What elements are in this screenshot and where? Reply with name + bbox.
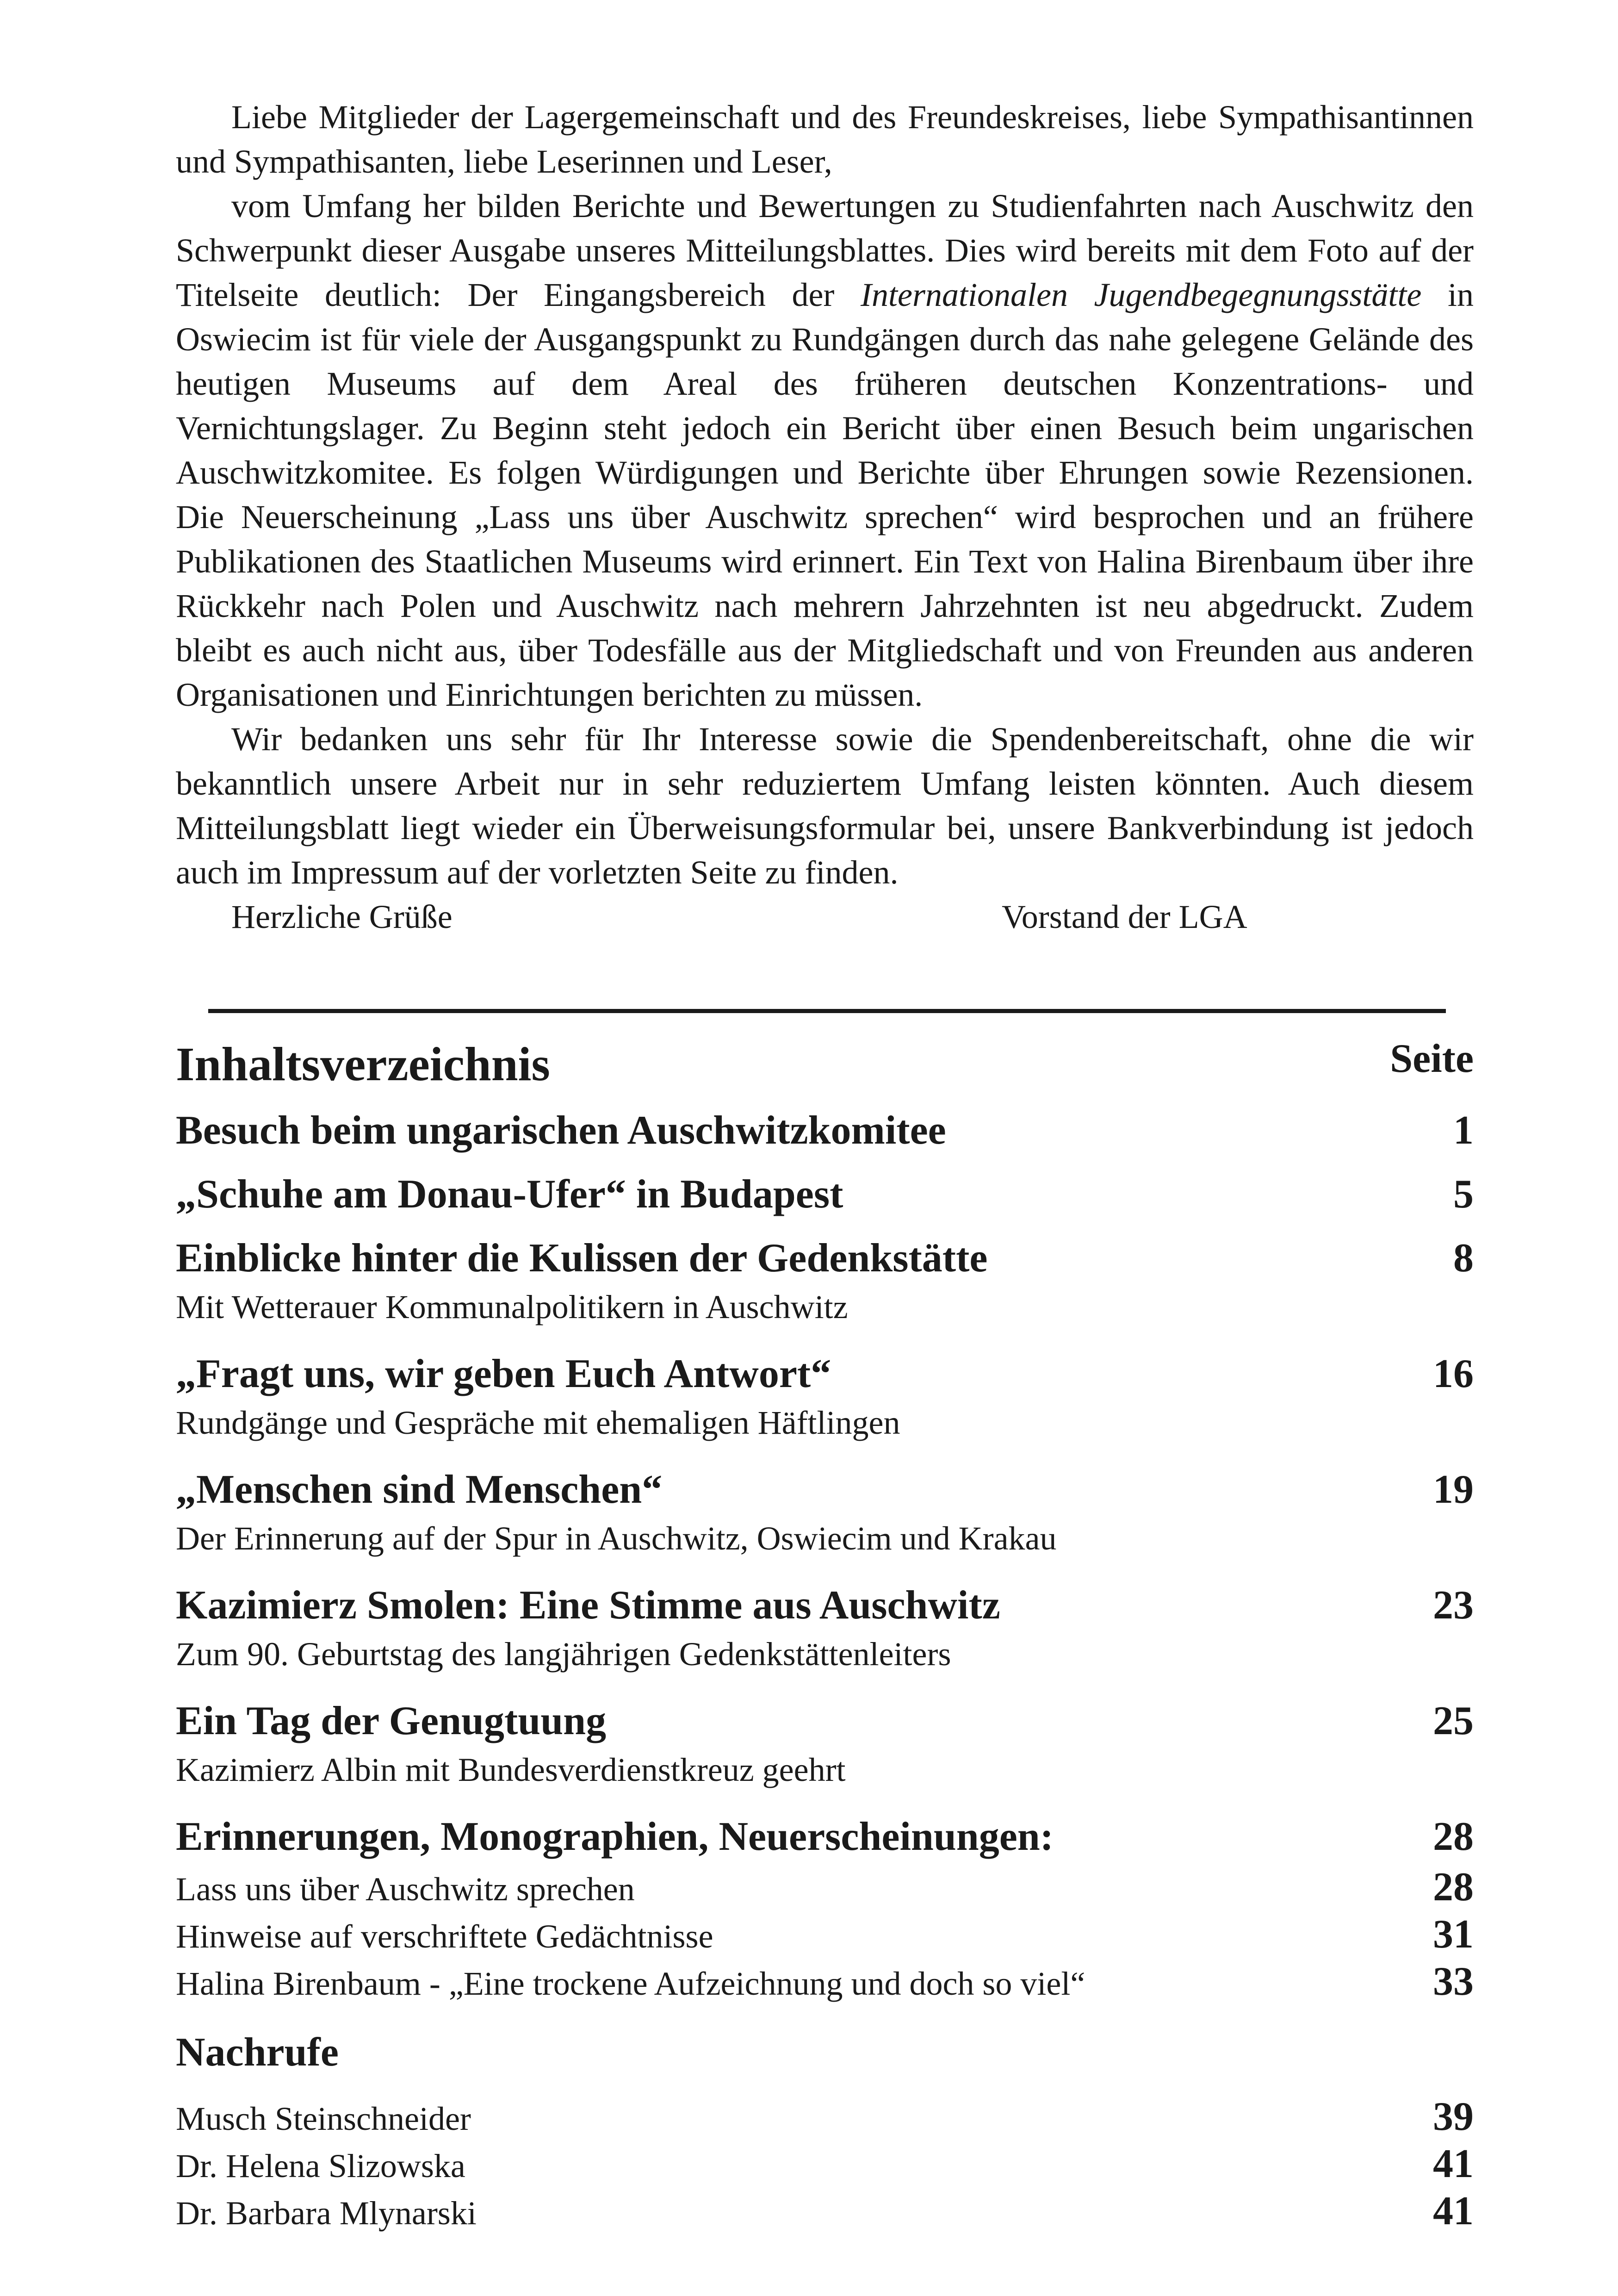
- obituary-item[interactable]: [176, 2094, 1474, 2141]
- toc-entry[interactable]: [176, 1103, 1474, 1158]
- section-divider: [208, 1009, 1446, 1013]
- toc-entry-title: Ein Tag der Genugtuung: [176, 1699, 607, 1743]
- toc-sub-item[interactable]: [176, 1959, 1474, 2006]
- toc-header: [176, 1030, 1474, 1095]
- toc-sub-item-title: Halina Birenbaum - „Eine trockene Aufzeichnung und doch so viel“: [176, 1965, 1085, 2002]
- toc-heading: Inhaltsverzeichnis: [176, 1038, 550, 1091]
- toc-sub-item[interactable]: [176, 1912, 1474, 1959]
- toc-page-column-label: Seite: [1390, 1036, 1474, 1081]
- obituary-item[interactable]: [176, 2189, 1474, 2236]
- toc-entry[interactable]: [176, 1346, 1474, 1444]
- editorial-salutation: Liebe Mitglieder der Lagergemeinschaft und des Freundeskreises, liebe Sympathisantinnen und Sympathisanten, liebe Leserinnen und Leser,: [176, 99, 1474, 180]
- toc-entry-page: 8: [1453, 1236, 1474, 1281]
- obituary-page: 41: [1433, 2141, 1474, 2186]
- toc-sub-item-page: 33: [1433, 1959, 1474, 2004]
- toc-sub-item-page: 31: [1433, 1912, 1474, 1957]
- toc-entry-title: Kazimierz Smolen: Eine Stimme aus Auschwitz: [176, 1583, 1000, 1628]
- closing-greeting: Herzliche Grüße: [231, 898, 453, 935]
- toc-entry-page: 28: [1433, 1814, 1474, 1859]
- obituary-page: 39: [1433, 2094, 1474, 2139]
- toc-entry-page: 5: [1453, 1172, 1474, 1217]
- toc-entry-title: „Schuhe am Donau-Ufer“ in Budapest: [176, 1172, 843, 1217]
- obituary-page: 41: [1433, 2189, 1474, 2234]
- editorial-emphasis: Internationalen Jugendbegegnungsstätte: [861, 276, 1422, 313]
- toc-entry-title: „Fragt uns, wir geben Euch Antwort“: [176, 1351, 831, 1396]
- toc-entry[interactable]: [176, 1693, 1474, 1791]
- toc-entry[interactable]: [176, 1167, 1474, 1222]
- toc-entry-page: 23: [1433, 1583, 1474, 1628]
- toc-entry-subtitle: Der Erinnerung auf der Spur in Auschwitz, Oswiecim und Krakau: [176, 1520, 1057, 1557]
- toc-entry-title: Besuch beim ungarischen Auschwitzkomitee: [176, 1108, 946, 1153]
- toc-entry-page: 1: [1453, 1108, 1474, 1153]
- toc-entry-title: Einblicke hinter die Kulissen der Gedenkstätte: [176, 1236, 988, 1281]
- page: [176, 95, 1474, 939]
- toc-entry-page: 25: [1433, 1699, 1474, 1743]
- obituary-name: Musch Steinschneider: [176, 2100, 471, 2137]
- closing-signature: Vorstand der LGA: [1002, 898, 1247, 935]
- toc-entry[interactable]: [176, 1231, 1474, 1328]
- toc-entry-subtitle: Rundgänge und Gespräche mit ehemaligen Häftlingen: [176, 1404, 900, 1441]
- toc-entry-subtitle: Zum 90. Geburtstag des langjährigen Gedenkstättenleiters: [176, 1636, 951, 1673]
- toc-entry-page: 19: [1433, 1467, 1474, 1512]
- toc-entry[interactable]: [176, 1809, 1474, 1865]
- toc-sub-item-title: Hinweise auf verschriftete Gedächtnisse: [176, 1918, 713, 1955]
- toc-entry[interactable]: [176, 1578, 1474, 1675]
- editorial-paragraph-1: [176, 184, 1474, 717]
- toc-entry-title: „Menschen sind Menschen“: [176, 1467, 663, 1512]
- editorial-paragraph-2: Wir bedanken uns sehr für Ihr Interesse sowie die Spendenbereitschaft, ohne die wir bekanntlich unsere Arbeit nur in sehr reduziertem Umfang leisten könnten. Auch diesem Mitteilungsblatt liegt wieder ein Überweisungsformular bei, unsere Bankverbindung ist jedoch auch im Impressum auf der vorletzten Seite zu finden.: [176, 721, 1474, 891]
- obituaries-heading: Nachrufe: [176, 2030, 339, 2075]
- editorial: [176, 95, 1474, 939]
- toc-sub-item[interactable]: [176, 1865, 1474, 1912]
- table-of-contents: [176, 1030, 1474, 2236]
- toc-entry[interactable]: [176, 1462, 1474, 1559]
- editorial-text: vom Umfang her bilden Berichte und Bewertungen zu Studienfahrten nach Auschwitz den Schwerpunkt dieser Ausgabe unseres Mitteilungsblattes. Dies wird bereits mit dem Foto auf der Titelseite deutlich: Der Eingangsbereich der: [176, 187, 1474, 313]
- toc-entry-page: 16: [1433, 1351, 1474, 1396]
- toc-entry-title: Erinnerungen, Monographien, Neuerscheinungen:: [176, 1814, 1054, 1859]
- toc-entry-subtitle: Kazimierz Albin mit Bundesverdienstkreuz geehrt: [176, 1751, 846, 1788]
- toc-sub-item-page: 28: [1433, 1865, 1474, 1910]
- obituary-name: Dr. Helena Slizowska: [176, 2147, 465, 2184]
- obituary-item[interactable]: [176, 2141, 1474, 2189]
- editorial-text: in Oswiecim ist für viele der Ausgangspunkt zu Rundgängen durch das nahe gelegene Gelände des heutigen Museums auf dem Areal des früheren deutschen Konzentrations- und Vernichtungslager. Zu Beginn steht jedoch ein Bericht über einen Besuch beim ungarischen Auschwitzkomitee. Es folgen Würdigungen und Berichte über Ehrungen sowie Rezensionen. Die Neuerscheinung „Lass uns über Auschwitz sprechen“ wird besprochen und an frühere Publikationen des Staatlichen Museums wird erinnert. Ein Text von Halina Birenbaum über ihre Rückkehr nach Polen und Auschwitz nach mehrern Jahrzehnten ist neu abgedruckt. Zudem bleibt es auch nicht aus, über Todesfälle aus der Mitgliedschaft und von Freunden aus anderen Organisationen und Einrichtungen berichten zu müssen.: [176, 276, 1474, 713]
- toc-sub-item-title: Lass uns über Auschwitz sprechen: [176, 1871, 635, 1908]
- toc-entry-subtitle: Mit Wetterauer Kommunalpolitikern in Auschwitz: [176, 1288, 848, 1325]
- editorial-closing: [176, 895, 1474, 939]
- obituary-name: Dr. Barbara Mlynarski: [176, 2195, 477, 2232]
